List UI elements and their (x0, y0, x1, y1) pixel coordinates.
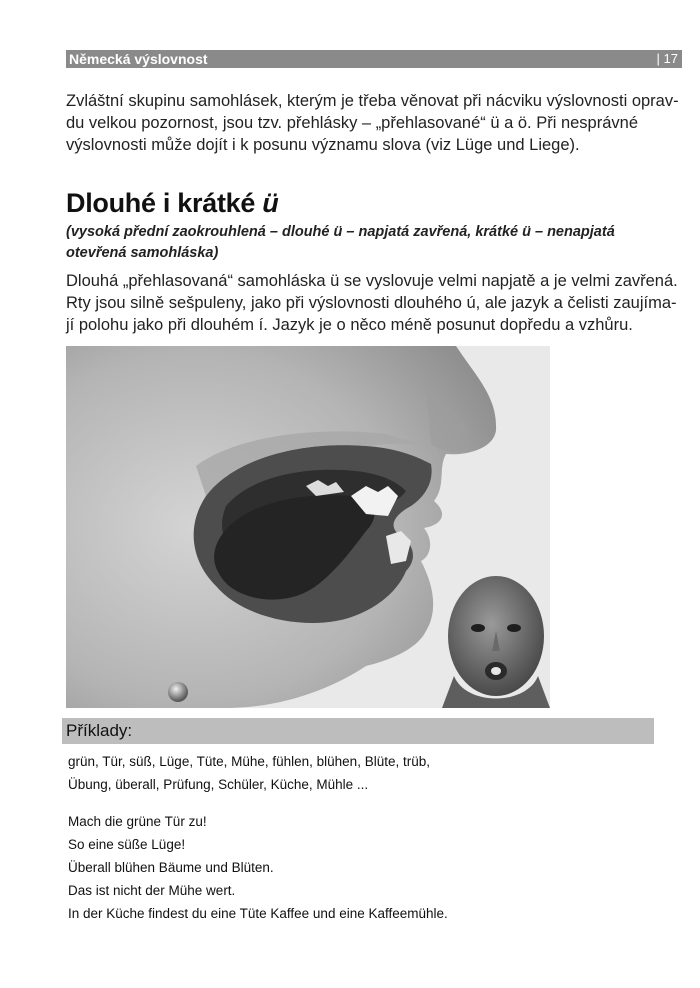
intro-line: du velkou pozornost, jsou tzv. přehlásky – „přehlasované“ ü a ö. Při nesprávné (66, 114, 639, 132)
subtitle-line: (vysoká přední zaokrouhlená – dlouhé ü – napjatá zavřená, krátké ü – nenapjatá (66, 224, 615, 240)
running-header-title: Německá výslovnost (69, 51, 208, 67)
mouth-illustration (66, 346, 550, 708)
description-line: Rty jsou silně sešpuleny, jako při výslovnosti dlouhého ú, ale jazyk a čelisti zaujíma- (66, 294, 677, 312)
examples-heading: Příklady: (62, 718, 654, 744)
example-words (68, 750, 658, 796)
example-sentence: Überall blühen Bäume und Blüten. (68, 860, 274, 875)
example-sentence: In der Küche findest du eine Tüte Kaffee und eine Kaffeemühle. (68, 906, 448, 921)
subtitle-line: otevřená samohláska) (66, 245, 219, 261)
description-line: jí polohu jako při dlouhém í. Jazyk je o něco méně posunut dopředu a vzhůru. (66, 316, 633, 334)
page-number: | 17 (656, 51, 678, 66)
example-words-line: grün, Tür, süß, Lüge, Tüte, Mühe, fühlen, blühen, Blüte, trüb, (68, 754, 430, 769)
example-words-line: Übung, überall, Prüfung, Schüler, Küche, Mühle ... (68, 777, 369, 792)
section-title (66, 188, 278, 219)
mouth-cross-section-graphic (66, 346, 550, 708)
example-sentences (68, 810, 658, 925)
section-subtitle (66, 222, 656, 264)
section-title-letter: ü (262, 188, 279, 218)
example-sentence: So eine süße Lüge! (68, 837, 186, 852)
running-header (66, 50, 682, 68)
description-paragraph (66, 270, 678, 336)
section-title-text: Dlouhé i krátké (66, 188, 256, 218)
intro-line: výslovnosti může dojít i k posunu významu slova (viz Lüge und Liege). (66, 136, 580, 154)
example-sentence: Das ist nicht der Mühe wert. (68, 883, 236, 898)
description-line: Dlouhá „přehlasovaná“ samohláska ü se vyslovuje velmi napjatě a je velmi zavřená. (66, 272, 678, 290)
intro-paragraph (66, 90, 679, 156)
example-sentence: Mach die grüne Tür zu! (68, 814, 207, 829)
intro-line: Zvláštní skupinu samohlásek, kterým je třeba věnovat při nácviku výslovnosti oprav- (66, 92, 679, 110)
